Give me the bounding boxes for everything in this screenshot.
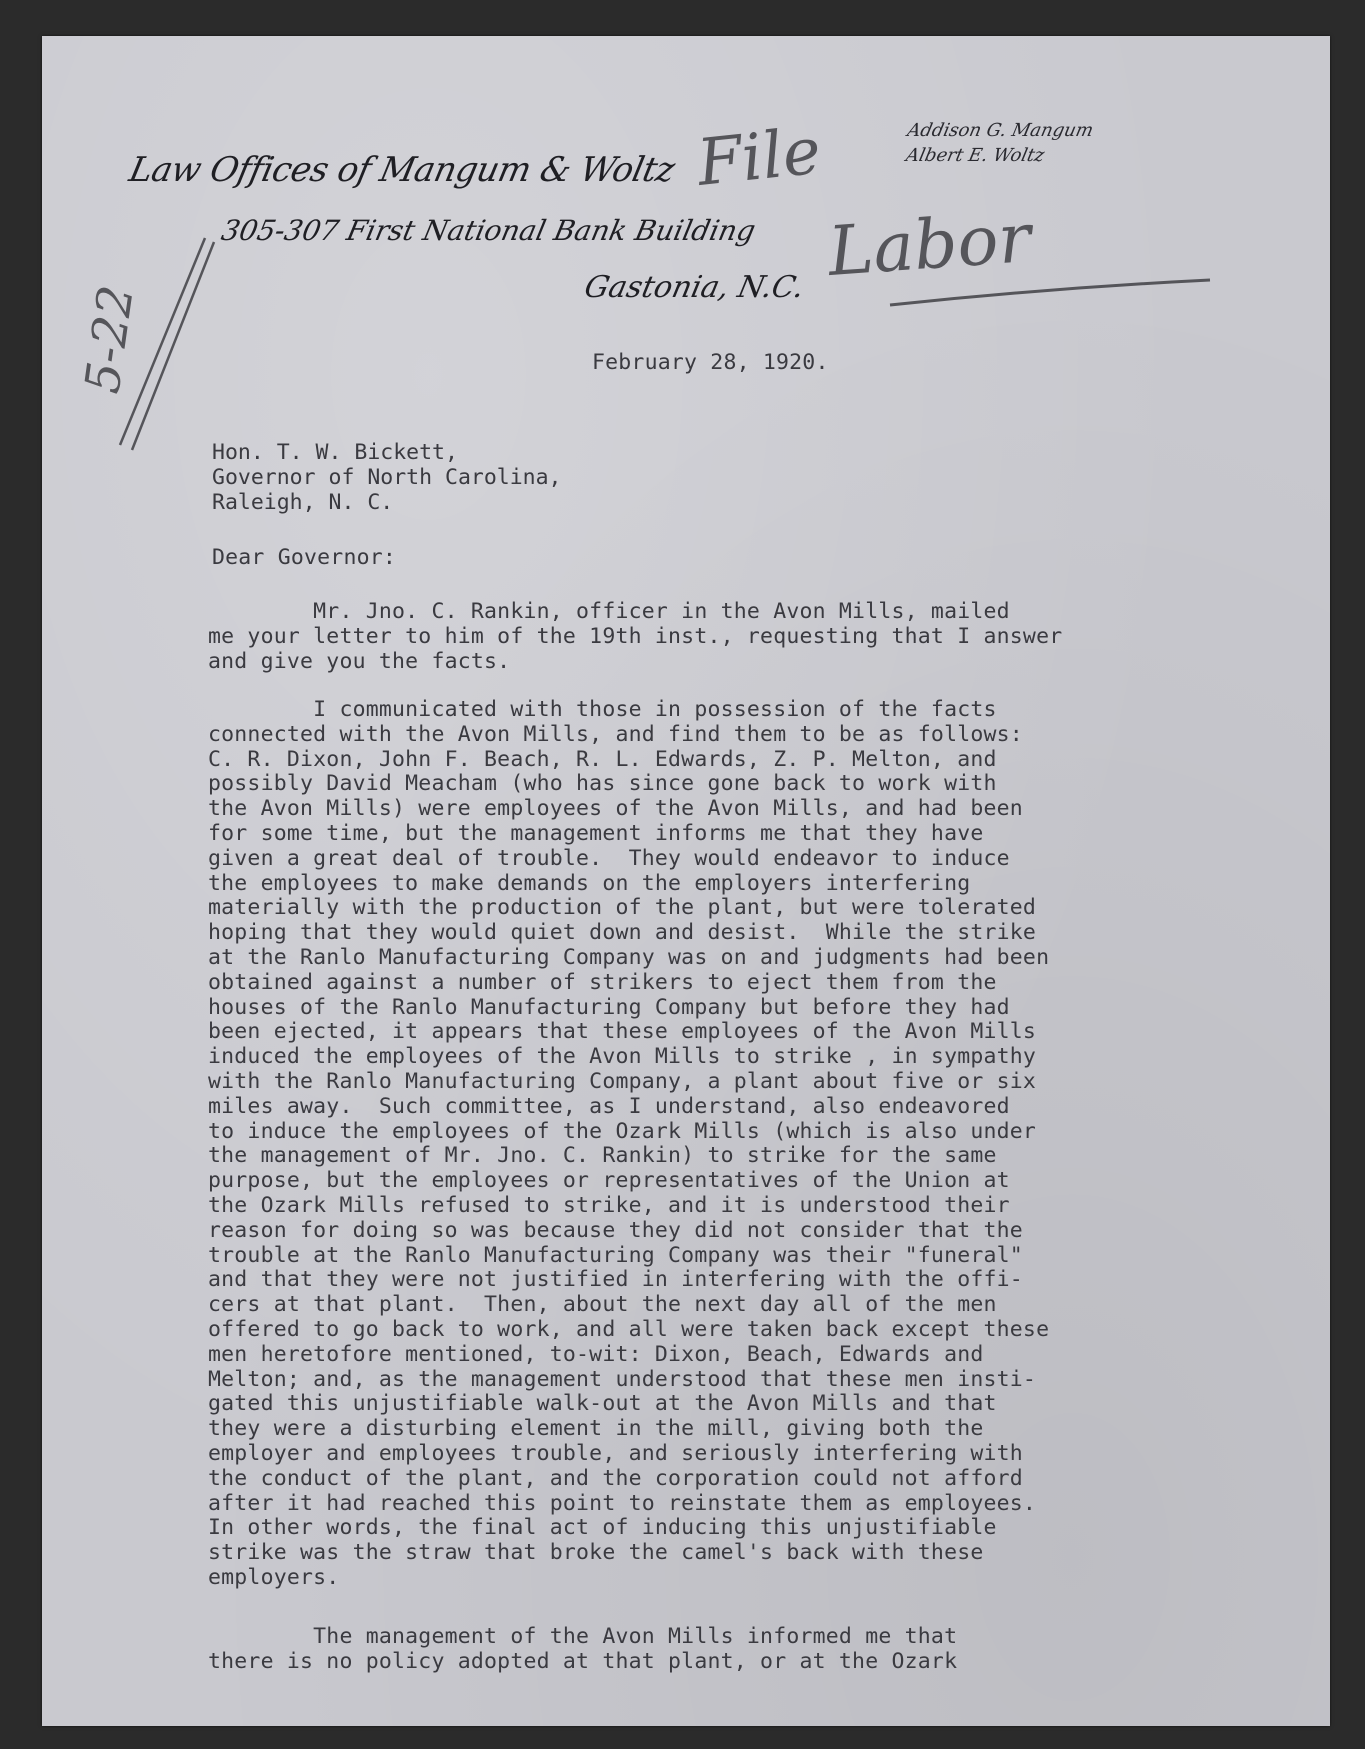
- paragraph-2: [208, 698, 1049, 1591]
- text-line: offered to go back to work, and all were taken back except these: [208, 1316, 1050, 1342]
- text-line: materially with the production of the plant, but were tolerated: [208, 895, 1037, 921]
- text-line: hoping that they would quiet down and desist. While the strike: [208, 920, 1037, 946]
- text-line: possibly David Meacham (who has since gone back to work with: [208, 771, 997, 797]
- salutation: Dear Governor:: [212, 545, 397, 570]
- text-line: employers.: [208, 1564, 340, 1590]
- text-line: houses of the Ranlo Manufacturing Company but before they had: [208, 994, 1010, 1020]
- text-line: with the Ranlo Manufacturing Company, a plant about five or six: [208, 1068, 1037, 1094]
- text-line: the management of Mr. Jno. C. Rankin) to strike for the same: [208, 1143, 997, 1169]
- text-line: Mr. Jno. C. Rankin, officer in the Avon Mills, mailed: [208, 599, 1010, 624]
- addressee-block: [212, 440, 562, 515]
- letter-date: February 28, 1920.: [592, 350, 829, 375]
- paragraph-3: [208, 1625, 957, 1675]
- text-line: and that they were not justified in interfering with the offi-: [208, 1267, 1023, 1293]
- file-note: File: [693, 114, 825, 201]
- text-line: miles away. Such committee, as I understand, also endeavored: [208, 1093, 1010, 1119]
- text-line: connected with the Avon Mills, and find them to be as follows:: [208, 721, 1023, 747]
- letterhead-city: Gastonia, N.C.: [581, 270, 808, 305]
- text-line: men heretofore mentioned, to-wit: Dixon, Beach, Edwards and: [208, 1341, 984, 1367]
- text-line: I communicated with those in possession of the facts: [208, 697, 997, 722]
- text-line: Melton; and, as the management understood that these men insti-: [208, 1366, 1037, 1392]
- subject-note: Labor: [825, 199, 1034, 292]
- text-line: C. R. Dixon, John F. Beach, R. L. Edwards, Z. P. Melton, and: [208, 746, 997, 772]
- text-line: strike was the straw that broke the camel's back with these: [208, 1540, 984, 1566]
- text-line: the employees to make demands on the employers interfering: [208, 870, 971, 896]
- text-line: gated this unjustifiable walk-out at the Avon Mills and that: [208, 1391, 997, 1417]
- letterhead-address: 305-307 First National Bank Building: [218, 214, 759, 247]
- margin-slash-2: [132, 242, 214, 450]
- text-line: reason for doing so was because they did not consider that the: [208, 1217, 1023, 1243]
- text-line: the Avon Mills) were employees of the Avon Mills, and had been: [208, 796, 1023, 822]
- text-line: purpose, but the employees or representatives of the Union at: [208, 1168, 1010, 1194]
- text-line: the Ozark Mills refused to strike, and it is understood their: [208, 1192, 1010, 1218]
- text-line: the conduct of the plant, and the corporation could not afford: [208, 1465, 1023, 1491]
- partner-name: Albert E. Woltz: [904, 145, 1047, 166]
- text-line: The management of the Avon Mills informed me that: [208, 1624, 958, 1649]
- text-line: induced the employees of the Avon Mills to strike , in sympathy: [208, 1044, 1037, 1070]
- text-line: obtained against a number of strikers to eject them from the: [208, 969, 997, 995]
- text-line: employer and employees trouble, and seriously interfering with: [208, 1440, 1023, 1466]
- text-line: me your letter to him of the 19th inst., requesting that I answer: [208, 623, 1063, 649]
- text-line: after it had reached this point to reinstate them as employees.: [208, 1490, 1037, 1516]
- text-line: been ejected, it appears that these employees of the Avon Mills: [208, 1019, 1037, 1045]
- paragraph-1: [208, 600, 1062, 674]
- text-line: to induce the employees of the Ozark Mills (which is also under: [208, 1118, 1037, 1144]
- text-line: In other words, the final act of inducing this unjustifiable: [208, 1515, 997, 1541]
- text-line: trouble at the Ranlo Manufacturing Company was their "funeral": [208, 1242, 1023, 1268]
- text-line: they were a disturbing element in the mill, giving both the: [208, 1416, 984, 1442]
- text-line: and give you the facts.: [208, 648, 511, 674]
- addressee-line: Governor of North Carolina,: [212, 465, 562, 490]
- partner-name: Addison G. Mangum: [905, 120, 1096, 141]
- addressee-line: Raleigh, N. C.: [212, 490, 394, 515]
- text-line: for some time, but the management informs me that they have: [208, 820, 984, 846]
- margin-number: 5-22: [74, 282, 145, 397]
- text-line: at the Ranlo Manufacturing Company was on and judgments had been: [208, 944, 1050, 970]
- text-line: there is no policy adopted at that plant, or at the Ozark: [208, 1648, 958, 1674]
- addressee-line: Hon. T. W. Bickett,: [212, 440, 458, 465]
- text-line: cers at that plant. Then, about the next day all of the men: [208, 1292, 997, 1318]
- letterhead-firm-name: Law Offices of Mangum & Woltz: [125, 150, 679, 190]
- text-line: given a great deal of trouble. They would endeavor to induce: [208, 845, 1010, 871]
